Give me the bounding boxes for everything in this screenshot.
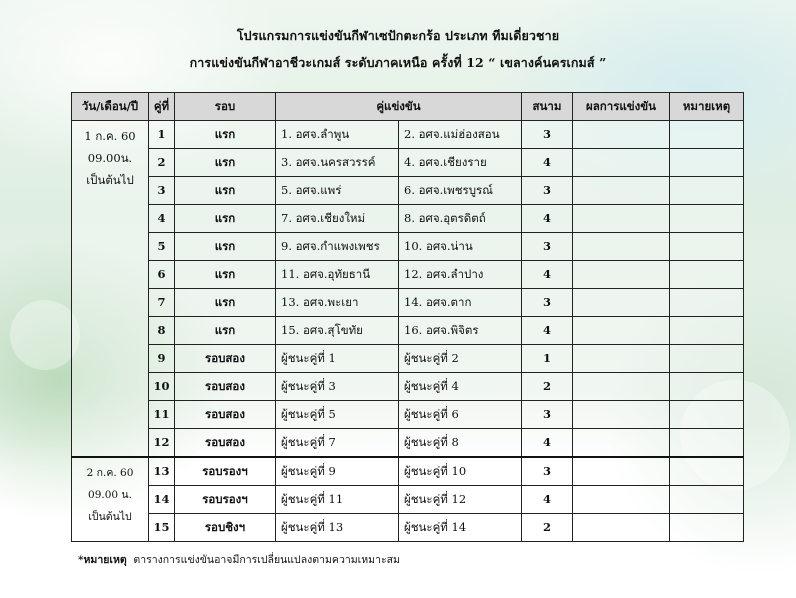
table-row — [72, 486, 744, 514]
table-row — [72, 401, 744, 429]
remark-cell — [670, 233, 744, 261]
result-cell — [573, 205, 670, 233]
footnote-label: *หมายเหตุ — [78, 554, 127, 566]
remark-cell — [670, 401, 744, 429]
team-a-cell: ผู้ชนะคู่ที่ 9 — [276, 457, 399, 486]
round-cell: แรก — [175, 177, 276, 205]
team-b-cell: ผู้ชนะคู่ที่ 10 — [399, 457, 522, 486]
result-cell — [573, 401, 670, 429]
team-a-cell: 11. อศจ.อุทัยธานี — [276, 261, 399, 289]
team-b-cell: 12. อศจ.ลำปาง — [399, 261, 522, 289]
pair-number-cell: 11 — [149, 401, 175, 429]
team-b-cell: ผู้ชนะคู่ที่ 2 — [399, 345, 522, 373]
table-row — [72, 317, 744, 345]
venue-cell: 2 — [522, 373, 573, 401]
round-cell: รอบชิงฯ — [175, 514, 276, 542]
date-line: 09.00 น. — [88, 489, 132, 501]
round-cell: แรก — [175, 149, 276, 177]
table-row — [72, 149, 744, 177]
table-row — [72, 121, 744, 149]
venue-cell: 3 — [522, 457, 573, 486]
remark-cell — [670, 289, 744, 317]
pair-number-cell: 13 — [149, 457, 175, 486]
team-a-cell: ผู้ชนะคู่ที่ 3 — [276, 373, 399, 401]
team-b-cell: 6. อศจ.เพชรบูรณ์ — [399, 177, 522, 205]
team-a-cell: 3. อศจ.นครสวรรค์ — [276, 149, 399, 177]
result-cell — [573, 317, 670, 345]
remark-cell — [670, 121, 744, 149]
result-cell — [573, 514, 670, 542]
schedule-table — [71, 92, 744, 542]
pair-number-cell: 10 — [149, 373, 175, 401]
date-line: 1 ก.ค. 60 — [84, 129, 136, 143]
page-subtitle: การแข่งขันกีฬาอาชีวะเกมส์ ระดับภาคเหนือ ครั้งที่ 12 “ เขลางค์นครเกมส์ ” — [189, 55, 607, 70]
round-cell: แรก — [175, 205, 276, 233]
pair-number-cell: 12 — [149, 429, 175, 458]
team-b-cell: ผู้ชนะคู่ที่ 12 — [399, 486, 522, 514]
round-cell: แรก — [175, 289, 276, 317]
table-row — [72, 514, 744, 542]
venue-cell: 4 — [522, 317, 573, 345]
table-row — [72, 345, 744, 373]
col-header-round: รอบ — [175, 93, 276, 121]
col-header-result: ผลการแข่งขัน — [573, 93, 670, 121]
col-header-remark: หมายเหตุ — [670, 93, 744, 121]
team-a-cell: ผู้ชนะคู่ที่ 11 — [276, 486, 399, 514]
pair-number-cell: 1 — [149, 121, 175, 149]
date-line: 09.00น. — [87, 151, 133, 165]
footnote-text: ตารางการแข่งขันอาจมีการเปลี่ยนแปลงตามความเหมาะสม — [133, 554, 400, 566]
table-row — [72, 429, 744, 458]
col-header-competitors: คู่แข่งขัน — [276, 93, 522, 121]
round-cell: รอบรองฯ — [175, 486, 276, 514]
table-row — [72, 177, 744, 205]
table-header-row — [72, 93, 744, 121]
venue-cell: 3 — [522, 177, 573, 205]
team-a-cell: 9. อศจ.กำแพงเพชร — [276, 233, 399, 261]
remark-cell — [670, 205, 744, 233]
date-cell-day2 — [72, 457, 149, 542]
team-a-cell: ผู้ชนะคู่ที่ 7 — [276, 429, 399, 458]
date-line: เป็นต้นไป — [86, 173, 134, 187]
team-a-cell: 5. อศจ.แพร่ — [276, 177, 399, 205]
pair-number-cell: 15 — [149, 514, 175, 542]
remark-cell — [670, 486, 744, 514]
venue-cell: 3 — [522, 289, 573, 317]
result-cell — [573, 345, 670, 373]
venue-cell: 4 — [522, 429, 573, 458]
team-b-cell: 14. อศจ.ตาก — [399, 289, 522, 317]
team-a-cell: ผู้ชนะคู่ที่ 13 — [276, 514, 399, 542]
team-a-cell: 7. อศจ.เชียงใหม่ — [276, 205, 399, 233]
team-a-cell: ผู้ชนะคู่ที่ 5 — [276, 401, 399, 429]
col-header-date: วัน/เดือน/ปี — [72, 93, 149, 121]
team-a-cell: 1. อศจ.ลำพูน — [276, 121, 399, 149]
venue-cell: 3 — [522, 121, 573, 149]
team-b-cell: 8. อศจ.อุตรดิตถ์ — [399, 205, 522, 233]
date-cell-day1 — [72, 121, 149, 458]
result-cell — [573, 177, 670, 205]
team-b-cell: ผู้ชนะคู่ที่ 8 — [399, 429, 522, 458]
result-cell — [573, 457, 670, 486]
result-cell — [573, 289, 670, 317]
team-a-cell: 15. อศจ.สุโขทัย — [276, 317, 399, 345]
team-b-cell: 10. อศจ.น่าน — [399, 233, 522, 261]
team-b-cell: 2. อศจ.แม่ฮ่องสอน — [399, 121, 522, 149]
round-cell: แรก — [175, 261, 276, 289]
team-b-cell: ผู้ชนะคู่ที่ 4 — [399, 373, 522, 401]
team-b-cell: 4. อศจ.เชียงราย — [399, 149, 522, 177]
remark-cell — [670, 177, 744, 205]
page-title: โปรแกรมการแข่งขันกีฬาเซปักตะกร้อ ประเภท ทีมเดี่ยวชาย — [236, 28, 560, 43]
table-row — [72, 373, 744, 401]
round-cell: แรก — [175, 233, 276, 261]
date-line: 2 ก.ค. 60 — [86, 467, 134, 479]
table-row — [72, 233, 744, 261]
team-b-cell: 16. อศจ.พิจิตร — [399, 317, 522, 345]
col-header-pair-no: คู่ที่ — [149, 93, 175, 121]
pair-number-cell: 7 — [149, 289, 175, 317]
venue-cell: 4 — [522, 486, 573, 514]
table-row — [72, 457, 744, 486]
date-line: เป็นต้นไป — [88, 511, 132, 523]
remark-cell — [670, 373, 744, 401]
venue-cell: 3 — [522, 401, 573, 429]
result-cell — [573, 261, 670, 289]
venue-cell: 4 — [522, 149, 573, 177]
remark-cell — [670, 457, 744, 486]
venue-cell: 1 — [522, 345, 573, 373]
team-a-cell: ผู้ชนะคู่ที่ 1 — [276, 345, 399, 373]
venue-cell: 4 — [522, 261, 573, 289]
remark-cell — [670, 429, 744, 458]
team-b-cell: ผู้ชนะคู่ที่ 6 — [399, 401, 522, 429]
venue-cell: 4 — [522, 205, 573, 233]
pair-number-cell: 9 — [149, 345, 175, 373]
result-cell — [573, 149, 670, 177]
footnote — [78, 551, 400, 568]
col-header-venue: สนาม — [522, 93, 573, 121]
result-cell — [573, 373, 670, 401]
round-cell: รอบสอง — [175, 345, 276, 373]
table-row — [72, 289, 744, 317]
result-cell — [573, 429, 670, 458]
result-cell — [573, 233, 670, 261]
pair-number-cell: 2 — [149, 149, 175, 177]
venue-cell: 2 — [522, 514, 573, 542]
round-cell: แรก — [175, 317, 276, 345]
pair-number-cell: 8 — [149, 317, 175, 345]
result-cell — [573, 486, 670, 514]
round-cell: รอบรองฯ — [175, 457, 276, 486]
remark-cell — [670, 149, 744, 177]
round-cell: รอบสอง — [175, 373, 276, 401]
round-cell: รอบสอง — [175, 429, 276, 458]
venue-cell: 3 — [522, 233, 573, 261]
pair-number-cell: 6 — [149, 261, 175, 289]
background-bokeh — [10, 300, 80, 370]
remark-cell — [670, 261, 744, 289]
pair-number-cell: 3 — [149, 177, 175, 205]
remark-cell — [670, 345, 744, 373]
remark-cell — [670, 514, 744, 542]
pair-number-cell: 5 — [149, 233, 175, 261]
team-b-cell: ผู้ชนะคู่ที่ 14 — [399, 514, 522, 542]
table-row — [72, 205, 744, 233]
table-row — [72, 261, 744, 289]
round-cell: แรก — [175, 121, 276, 149]
pair-number-cell: 14 — [149, 486, 175, 514]
pair-number-cell: 4 — [149, 205, 175, 233]
round-cell: รอบสอง — [175, 401, 276, 429]
team-a-cell: 13. อศจ.พะเยา — [276, 289, 399, 317]
result-cell — [573, 121, 670, 149]
remark-cell — [670, 317, 744, 345]
